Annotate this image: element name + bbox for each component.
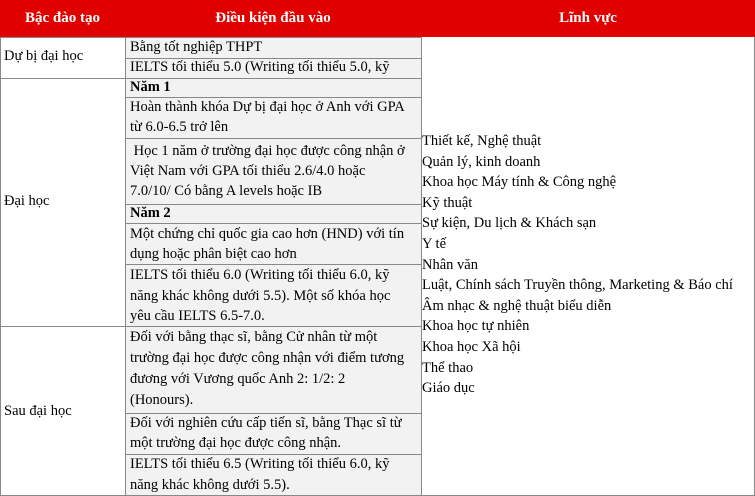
req-masters-line2: trường đại học được công nhận với điểm tương	[130, 350, 405, 366]
grid-line	[0, 78, 421, 79]
req-year2-a-line2: dụng hoặc phân biệt cao hơn	[130, 246, 297, 262]
header-requirements	[125, 0, 421, 37]
header-requirements-text: Điều kiện đầu vào	[215, 10, 331, 26]
list-item: Khoa học Máy tính & Công nghệ	[422, 174, 617, 191]
list-item: Khoa học tự nhiên	[422, 318, 530, 335]
header-level	[0, 0, 125, 37]
list-item: Nhân văn	[422, 256, 478, 273]
req-phd-line2: một trường đại học được công nhận.	[130, 435, 342, 451]
req-undergrad-ielts-line1: IELTS tối thiểu 6.0 (Writing tối thiểu 6.0, kỹ	[130, 267, 390, 283]
req-year1-b-line1: Học 1 năm ở trường đại học được công nhận ở	[130, 143, 405, 159]
req-phd-line1: Đối với nghiên cứu cấp tiến sĩ, bằng Thạc sĩ từ	[130, 415, 402, 431]
list-item: Giáo dục	[422, 380, 475, 397]
req-year1-a-line1: Hoàn thành khóa Dự bị đại học ở Anh với GPA	[130, 99, 405, 115]
header-level-text: Bậc đào tạo	[25, 10, 100, 26]
list-item: Khoa học Xã hội	[422, 338, 521, 355]
level-undergrad: Đại học	[4, 193, 50, 209]
req-postgrad-ielts-line1: IELTS tối thiểu 6.5 (Writing tối thiểu 6.0, kỹ	[130, 456, 390, 472]
req-masters-line1: Đối với bằng thạc sĩ, bằng Cử nhân từ một	[130, 329, 378, 345]
req-masters-line3: đương với Vương quốc Anh 2: 1/2: 2	[130, 371, 346, 387]
req-undergrad-ielts-line3: yêu cầu IELTS 6.5-7.0.	[130, 308, 265, 324]
header-fields	[421, 0, 755, 37]
list-item: Quản lý, kinh doanh	[422, 153, 541, 170]
grid-line	[125, 138, 421, 139]
req-year1-b-line2: Việt Nam với GPA tối thiểu 2.6/4.0 hoặc	[130, 163, 366, 179]
req-undergrad-ielts-line2: năng khác không dưới 5.5). Một số khóa học	[130, 288, 391, 304]
req-postgrad-ielts-line2: năng khác không dưới 5.5).	[130, 477, 290, 493]
req-foundation-diploma: Bằng tốt nghiệp THPT	[130, 39, 263, 55]
req-year2-title: Năm 2	[130, 205, 171, 221]
level-foundation: Dự bị đại học	[4, 48, 84, 64]
req-year1-a-line2: từ 6.0-6.5 trở lên	[130, 119, 229, 135]
req-year2-a-line1: Một chứng chỉ quốc gia cao hơn (HND) với tín	[130, 226, 405, 242]
list-item: Luật, Chính sách Truyền thông, Marketing & Báo chí	[422, 277, 733, 294]
list-item: Sự kiện, Du lịch & Khách sạn	[422, 215, 597, 232]
req-foundation-ielts: IELTS tối thiểu 5.0 (Writing tối thiểu 5.0, kỹ	[130, 59, 390, 75]
req-masters-line4: (Honours).	[130, 392, 194, 408]
grid-line	[0, 37, 1, 496]
level-postgrad: Sau đại học	[4, 403, 72, 419]
fields-list	[422, 131, 733, 399]
req-year1-title: Năm 1	[130, 79, 171, 95]
grid-line	[125, 37, 126, 496]
list-item: Thể thao	[422, 359, 474, 376]
req-year1-b-line3: 7.0/10/ Có bằng A levels hoặc IB	[130, 183, 323, 199]
list-item: Âm nhạc & nghệ thuật biểu diễn	[422, 297, 612, 314]
header-fields-text: Lĩnh vực	[559, 10, 617, 26]
list-item: Kỹ thuật	[422, 194, 473, 211]
list-item: Y tế	[422, 235, 447, 252]
list-item: Thiết kế, Nghệ thuật	[422, 133, 542, 149]
